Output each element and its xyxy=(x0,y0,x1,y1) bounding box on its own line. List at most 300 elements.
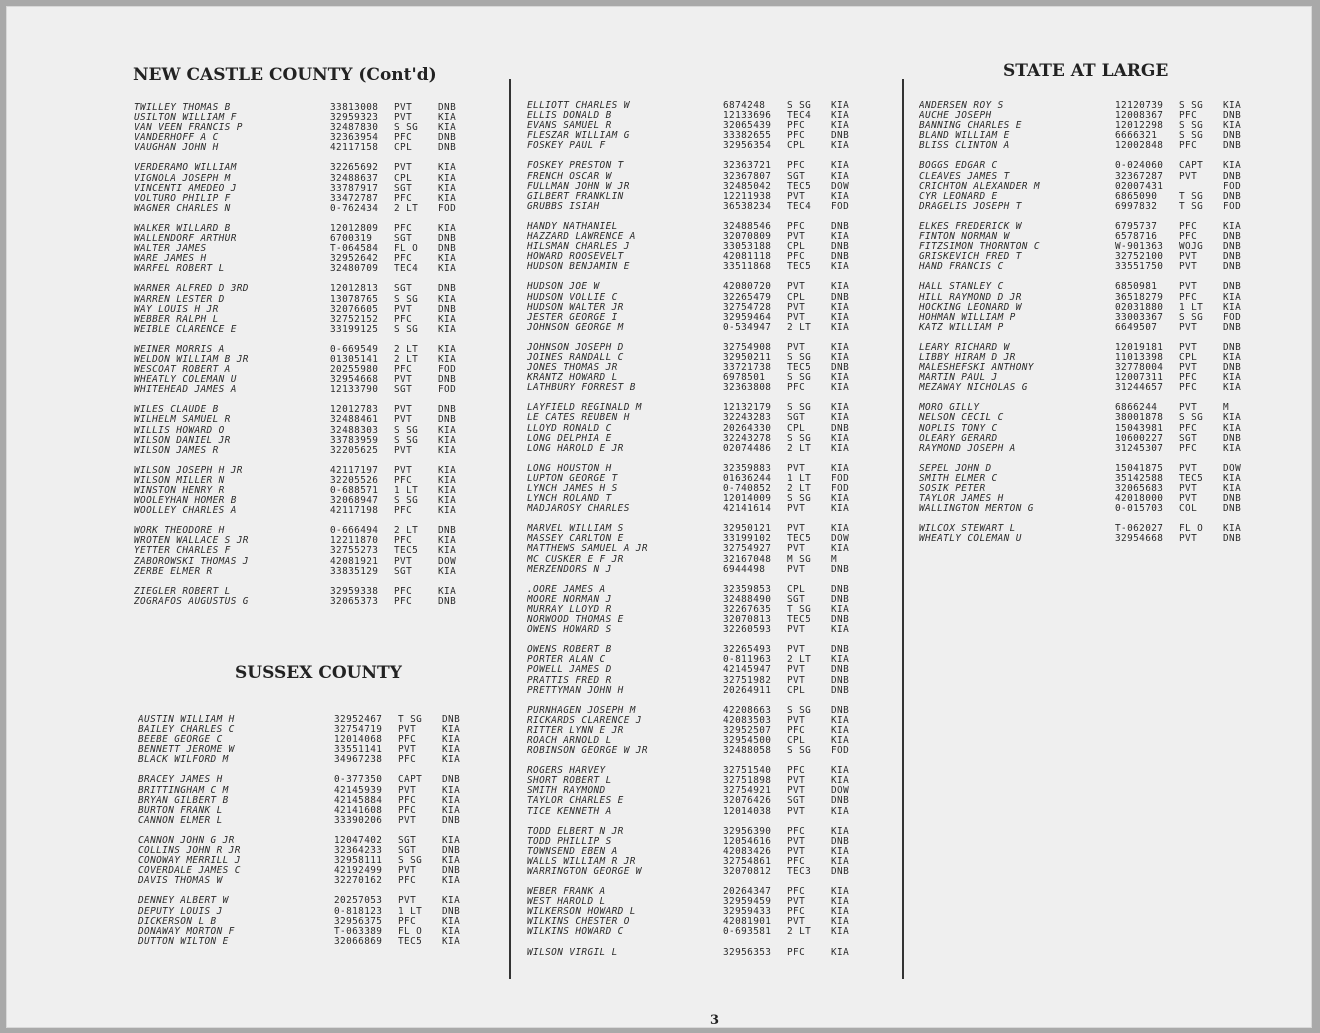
entry-rank: CPL xyxy=(787,140,806,152)
casualty-entry xyxy=(527,786,861,796)
entry-status: DNB xyxy=(831,835,850,847)
entry-serial-number: 32959433 xyxy=(723,906,772,918)
entry-serial-number: 12133790 xyxy=(330,384,379,396)
entry-status: KIA xyxy=(831,926,850,938)
casualty-entry xyxy=(527,827,861,837)
casualty-entry xyxy=(919,262,1253,272)
entry-rank: PVT xyxy=(1179,341,1198,353)
entry-name: WILKINS HOWARD C xyxy=(527,927,624,938)
entry-status: DOW xyxy=(831,785,850,797)
entry-rank: PVT xyxy=(394,162,413,174)
entry-rank: PVT xyxy=(787,190,806,202)
entry-serial-number: 20264347 xyxy=(723,886,772,898)
entry-status: KIA xyxy=(1223,351,1242,363)
entry-rank: S SG xyxy=(787,372,812,384)
entry-status: FOD xyxy=(1223,311,1242,323)
entry-status: KIA xyxy=(831,432,850,444)
entry-name: USILTON WILLIAM F xyxy=(134,113,237,124)
entry-status: KIA xyxy=(442,784,461,796)
casualty-entry xyxy=(527,262,861,272)
entry-serial-number: 15043981 xyxy=(1115,422,1164,434)
entry-name: BEEBE GEORGE C xyxy=(138,735,223,746)
entry-name: CRICHTON ALEXANDER M xyxy=(919,181,1040,192)
entry-status: KIA xyxy=(831,855,850,867)
entry-status: KIA xyxy=(831,775,850,787)
entry-group xyxy=(919,403,1253,453)
casualty-entry xyxy=(919,413,1253,423)
entry-serial-number: 42141614 xyxy=(723,503,772,515)
entry-serial-number: 32070813 xyxy=(723,614,772,626)
entry-status: KIA xyxy=(1223,100,1242,111)
entry-serial-number: 42083503 xyxy=(723,714,772,726)
entry-rank: S SG xyxy=(394,122,419,134)
entry-rank: PFC xyxy=(787,825,806,837)
casualty-entry xyxy=(134,103,468,113)
entry-status: KIA xyxy=(438,474,457,486)
entry-status: KIA xyxy=(1223,442,1242,454)
entry-rank: S SG xyxy=(394,293,419,305)
entry-group xyxy=(919,222,1253,272)
entry-rank: PFC xyxy=(394,535,413,547)
entry-group xyxy=(527,222,861,272)
entry-serial-number: 32167048 xyxy=(723,553,772,565)
entry-serial-number: 33199125 xyxy=(330,323,379,335)
casualty-entry xyxy=(138,796,472,806)
entry-rank: COL xyxy=(1179,503,1198,515)
entry-serial-number: 32205625 xyxy=(330,444,379,456)
casualty-entry xyxy=(919,524,1253,534)
entry-rank: PVT xyxy=(398,784,417,796)
entry-name: SMITH ELMER C xyxy=(919,473,998,484)
entry-status: KIA xyxy=(831,351,850,363)
casualty-entry xyxy=(527,373,861,383)
entry-status: DNB xyxy=(831,614,850,626)
casualty-entry xyxy=(527,716,861,726)
entry-group xyxy=(138,775,472,825)
entry-name: BLISS CLINTON A xyxy=(919,141,1010,152)
entry-rank: SGT xyxy=(394,283,413,295)
entry-serial-number: 33787917 xyxy=(330,182,379,194)
entry-name: HOWARD ROOSEVELT xyxy=(527,252,624,263)
entry-serial-number: 32265493 xyxy=(723,644,772,656)
entry-name: SEPEL JOHN D xyxy=(919,463,992,474)
casualty-entry xyxy=(134,436,468,446)
entry-rank: PFC xyxy=(394,505,413,517)
entry-name: WILKERSON HOWARD L xyxy=(527,907,636,918)
entry-serial-number: 32956354 xyxy=(723,140,772,152)
entry-status: DNB xyxy=(438,404,457,416)
entry-serial-number: 32954668 xyxy=(330,374,379,386)
entry-rank: PVT xyxy=(1179,281,1198,293)
entry-group xyxy=(919,464,1253,514)
entry-rank: PFC xyxy=(787,120,806,132)
entry-status: KIA xyxy=(438,464,457,476)
entry-name: WEIBLE CLARENCE E xyxy=(134,324,237,335)
entry-rank: CPL xyxy=(394,142,413,154)
entry-name: PRETTYMAN JOHN H xyxy=(527,685,624,696)
entry-serial-number: 32068947 xyxy=(330,495,379,507)
entry-rank: CPL xyxy=(787,734,806,746)
entry-serial-number: 32070812 xyxy=(723,866,772,877)
entry-status: KIA xyxy=(442,754,461,766)
entry-status: DNB xyxy=(438,595,457,607)
entry-rank: PVT xyxy=(394,303,413,315)
casualty-entry xyxy=(919,242,1253,252)
entry-serial-number: 32952642 xyxy=(330,253,379,265)
entry-name: ZOGRAFOS AUGUSTUS G xyxy=(134,596,249,607)
entry-name: MALESHEFSKI ANTHONY xyxy=(919,363,1034,374)
entry-name: GRUBBS ISIAH xyxy=(527,201,600,212)
entry-group xyxy=(527,282,861,332)
entry-rank: S SG xyxy=(1179,311,1204,323)
entry-rank: PFC xyxy=(394,364,413,376)
column-divider-1 xyxy=(509,79,511,979)
entry-rank: PFC xyxy=(787,251,806,263)
entry-status: KIA xyxy=(831,281,850,293)
entry-rank: FL O xyxy=(398,925,423,937)
entry-rank: PFC xyxy=(787,906,806,918)
entry-name: HUDSON JOE W xyxy=(527,282,600,293)
entry-serial-number: 02074486 xyxy=(723,442,772,454)
entry-serial-number: 32488546 xyxy=(723,220,772,232)
entry-rank: PFC xyxy=(398,754,417,766)
casualty-entry xyxy=(527,282,861,292)
entry-status: DNB xyxy=(1223,432,1242,444)
entry-serial-number: 32952507 xyxy=(723,724,772,736)
entry-rank: PVT xyxy=(394,464,413,476)
casualty-entry xyxy=(527,907,861,917)
entry-serial-number: 0-762434 xyxy=(330,202,379,214)
entry-status: KIA xyxy=(831,886,850,898)
entry-serial-number: 12211938 xyxy=(723,190,772,202)
entry-name: BOGGS EDGAR C xyxy=(919,161,998,172)
entry-name: WINSTON HENRY R xyxy=(134,486,225,496)
entry-serial-number: 32954500 xyxy=(723,734,772,746)
entry-name: LONG DELPHIA E xyxy=(527,433,612,444)
entry-rank: PVT xyxy=(398,814,417,826)
entry-rank: PVT xyxy=(394,555,413,567)
entry-rank: 2 LT xyxy=(787,442,812,454)
entry-status: DNB xyxy=(831,795,850,807)
entry-name: GILBERT FRANKLIN xyxy=(527,191,624,202)
entry-name: LAYFIELD REGINALD M xyxy=(527,403,642,414)
entry-serial-number: 6978501 xyxy=(723,372,766,384)
entry-rank: PVT xyxy=(1179,251,1198,263)
entry-name: BLAND WILLIAM E xyxy=(919,131,1010,142)
entry-name: TAYLOR JAMES H xyxy=(919,494,1004,505)
entry-name: HALL STANLEY C xyxy=(919,282,1004,293)
entry-status: DNB xyxy=(831,422,850,434)
entry-group xyxy=(919,161,1253,211)
entry-rank: TEC5 xyxy=(787,533,812,545)
entry-serial-number: 32959459 xyxy=(723,896,772,908)
entry-status: KIA xyxy=(442,855,461,867)
casualty-entry xyxy=(919,504,1253,514)
entry-rank: PFC xyxy=(1179,110,1198,122)
entry-name: FINTON NORMAN W xyxy=(919,232,1010,243)
entry-name: DONAWAY MORTON F xyxy=(138,926,235,937)
casualty-entry xyxy=(527,242,861,252)
entry-name: WILES CLAUDE B xyxy=(134,405,219,416)
entry-status: KIA xyxy=(438,505,457,517)
entry-name: VINCENTI AMEDEO J xyxy=(134,183,237,194)
entry-status: KIA xyxy=(831,462,850,474)
casualty-entry xyxy=(919,444,1253,454)
entry-serial-number: 6997832 xyxy=(1115,200,1158,212)
entry-name: WEBER FRANK A xyxy=(527,887,606,898)
entry-rank: TEC4 xyxy=(787,200,812,212)
entry-serial-number: 32954668 xyxy=(1115,533,1164,545)
entry-serial-number: 32950211 xyxy=(723,351,772,363)
entry-rank: SGT xyxy=(394,565,413,577)
entry-name: CANNON JOHN G JR xyxy=(138,835,235,846)
entry-serial-number: 33721738 xyxy=(723,362,772,374)
entry-name: AUSTIN WILLIAM H xyxy=(138,715,235,725)
entry-serial-number: 42117158 xyxy=(330,142,379,154)
entry-group xyxy=(138,715,472,765)
entry-serial-number: 0-015703 xyxy=(1115,503,1164,515)
entry-serial-number: 32752100 xyxy=(1115,251,1164,263)
entry-status: KIA xyxy=(831,624,850,636)
entry-serial-number: 32488490 xyxy=(723,593,772,605)
entry-serial-number: T-062027 xyxy=(1115,523,1164,535)
entry-status: FOD xyxy=(1223,200,1242,212)
casualty-entry xyxy=(134,385,468,395)
entry-status: DNB xyxy=(1223,251,1242,263)
entry-name: DEPUTY LOUIS J xyxy=(138,906,223,917)
entry-status: KIA xyxy=(831,261,850,273)
casualty-entry xyxy=(134,295,468,305)
entry-status: DOW xyxy=(831,533,850,545)
entry-status: DOW xyxy=(831,180,850,192)
entry-name: PRATTIS FRED R xyxy=(527,675,612,686)
entry-name: WALTER JAMES xyxy=(134,244,207,255)
entry-rank: PVT xyxy=(787,835,806,847)
entry-serial-number: 12132179 xyxy=(723,402,772,414)
entry-rank: S SG xyxy=(787,432,812,444)
entry-name: AUCHE JOSEPH xyxy=(919,111,992,122)
entry-serial-number: 32363808 xyxy=(723,382,772,394)
entry-status: DNB xyxy=(1223,533,1242,545)
entry-status: KIA xyxy=(442,794,461,806)
entry-name: WOOLEYHAN HOMER B xyxy=(134,496,237,507)
entry-serial-number: 0-693581 xyxy=(723,926,772,938)
entry-name: PURNHAGEN JOSEPH M xyxy=(527,705,636,716)
entry-rank: 2 LT xyxy=(394,202,419,214)
entry-name: DENNEY ALBERT W xyxy=(138,896,229,907)
casualty-entry xyxy=(138,856,472,866)
entry-serial-number: 32270162 xyxy=(334,875,383,887)
entry-status: DNB xyxy=(831,866,850,877)
entry-rank: TEC5 xyxy=(398,935,423,947)
entry-rank: CPL xyxy=(1179,351,1198,363)
entry-name: HOCKING LEONARD W xyxy=(919,302,1022,313)
entry-serial-number: 42083426 xyxy=(723,845,772,857)
page-number: 3 xyxy=(710,1013,720,1028)
entry-serial-number: 32485042 xyxy=(723,180,772,192)
casualty-entry xyxy=(138,836,472,846)
entry-serial-number: 32488461 xyxy=(330,414,379,426)
entry-serial-number: 6865090 xyxy=(1115,190,1158,202)
entry-rank: PVT xyxy=(1179,402,1198,414)
entry-name: MEZAWAY NICHOLAS G xyxy=(919,383,1028,394)
casualty-entry xyxy=(919,534,1253,544)
entry-name: CANNON ELMER L xyxy=(138,815,223,826)
entry-name: TAYLOR CHARLES E xyxy=(527,796,624,807)
entry-name: LYNCH JAMES H S xyxy=(527,484,618,494)
entry-name: MORO GILLY xyxy=(919,403,980,414)
entry-name: WEBBER RALPH L xyxy=(134,314,219,325)
casualty-entry xyxy=(527,887,861,897)
entry-group xyxy=(527,464,861,514)
casualty-entry xyxy=(134,587,468,597)
casualty-entry xyxy=(134,557,468,567)
casualty-entry xyxy=(527,323,861,333)
entry-status: KIA xyxy=(831,402,850,414)
entry-status: KIA xyxy=(1223,301,1242,313)
casualty-entry xyxy=(919,222,1253,232)
entry-rank: 1 LT xyxy=(787,472,812,484)
entry-name: DICKERSON L B xyxy=(138,916,217,927)
entry-serial-number: T-064584 xyxy=(330,243,379,255)
casualty-entry xyxy=(134,143,468,153)
entry-name: WILSON JAMES R xyxy=(134,445,219,456)
entry-rank: PVT xyxy=(1179,462,1198,474)
entry-name: ROACH ARNOLD L xyxy=(527,735,612,746)
entry-serial-number: 32958111 xyxy=(334,855,383,867)
entry-serial-number: 11013398 xyxy=(1115,351,1164,363)
entry-serial-number: 6866244 xyxy=(1115,402,1158,414)
casualty-entry xyxy=(527,776,861,786)
entry-serial-number: 32754921 xyxy=(723,785,772,797)
entry-rank: PVT xyxy=(787,231,806,243)
casualty-entry xyxy=(527,796,861,806)
entry-status: DNB xyxy=(1223,341,1242,353)
entry-status: FOD xyxy=(831,483,850,494)
entry-status: DNB xyxy=(442,845,461,857)
entry-rank: PVT xyxy=(787,624,806,636)
entry-rank: CAPT xyxy=(1179,160,1204,172)
entry-rank: SGT xyxy=(398,834,417,846)
entry-rank: CPL xyxy=(787,241,806,253)
entry-status: DNB xyxy=(831,291,850,303)
entry-rank: S SG xyxy=(787,704,812,716)
entry-serial-number: 32956375 xyxy=(334,915,383,927)
casualty-entry xyxy=(134,284,468,294)
entry-status: KIA xyxy=(438,192,457,204)
entry-name: WALLINGTON MERTON G xyxy=(919,504,1034,515)
entry-status: DNB xyxy=(438,303,457,315)
entry-rank: 2 LT xyxy=(394,353,419,365)
entry-status: DNB xyxy=(1223,281,1242,293)
entry-name: EVANS SAMUEL R xyxy=(527,121,612,132)
entry-name: FITZSIMON THORNTON C xyxy=(919,242,1040,253)
entry-name: COVERDALE JAMES C xyxy=(138,866,241,877)
entry-rank: PVT xyxy=(787,341,806,353)
entry-status: FOD xyxy=(438,202,457,214)
entry-serial-number: 12014009 xyxy=(723,493,772,505)
casualty-entry xyxy=(919,383,1253,393)
entry-status: KIA xyxy=(438,485,457,496)
entry-name: TICE KENNETH A xyxy=(527,806,612,817)
entry-status: KIA xyxy=(438,535,457,547)
entry-name: RAYMOND JOSEPH A xyxy=(919,443,1016,454)
entry-status: KIA xyxy=(1223,382,1242,394)
entry-rank: PVT xyxy=(398,744,417,756)
entry-serial-number: 32065683 xyxy=(1115,483,1164,494)
entry-rank: PVT xyxy=(394,112,413,124)
entry-name: DRAGELIS JOSEPH T xyxy=(919,201,1022,212)
entry-rank: PVT xyxy=(787,714,806,726)
entry-rank: M SG xyxy=(787,553,812,565)
entry-serial-number: 42145947 xyxy=(723,664,772,676)
entry-rank: PFC xyxy=(398,794,417,806)
entry-name: VOLTURO PHILIP F xyxy=(134,193,231,204)
casualty-entry xyxy=(527,948,861,958)
entry-serial-number: 0-666494 xyxy=(330,525,379,537)
entry-rank: T SG xyxy=(787,603,812,615)
entry-group xyxy=(527,827,861,877)
entry-rank: PVT xyxy=(1179,493,1198,505)
entry-name: WILHELM SAMUEL R xyxy=(134,415,231,426)
casualty-entry xyxy=(919,131,1253,141)
entry-group xyxy=(134,284,468,334)
entry-name: WHEATLY COLEMAN U xyxy=(134,375,237,386)
entry-group xyxy=(919,343,1253,393)
entry-status: KIA xyxy=(442,935,461,947)
entry-name: WALKER WILLARD B xyxy=(134,223,231,234)
casualty-entry xyxy=(134,466,468,476)
entry-rank: SGT xyxy=(787,170,806,182)
entry-rank: PVT xyxy=(1179,170,1198,182)
entry-serial-number: 33835129 xyxy=(330,565,379,577)
entry-name: MADJAROSY CHARLES xyxy=(527,504,630,515)
entry-rank: 1 LT xyxy=(1179,301,1204,313)
entry-rank: S SG xyxy=(1179,120,1204,132)
entry-name: WOOLLEY CHARLES A xyxy=(134,506,237,517)
casualty-entry xyxy=(919,141,1253,151)
entry-name: RITTER LYNN E JR xyxy=(527,725,624,736)
entry-name: MASSEY CARLTON E xyxy=(527,534,624,545)
entry-name: BRITTINGHAM C M xyxy=(138,785,229,796)
entry-status: KIA xyxy=(442,915,461,927)
entry-serial-number: 12008367 xyxy=(1115,110,1164,122)
entry-serial-number: 12007311 xyxy=(1115,372,1164,384)
entry-group xyxy=(134,345,468,395)
casualty-entry xyxy=(134,446,468,456)
entry-rank: PVT xyxy=(394,414,413,426)
entry-rank: PFC xyxy=(1179,220,1198,232)
casualty-entry xyxy=(138,745,472,755)
entry-rank: PVT xyxy=(787,563,806,575)
entry-name: TOWNSEND EBEN A xyxy=(527,846,618,857)
casualty-entry xyxy=(134,123,468,133)
entry-status: DNB xyxy=(438,414,457,426)
entry-name: .OORE JAMES A xyxy=(527,584,606,595)
entry-serial-number: 32950121 xyxy=(723,523,772,535)
casualty-entry xyxy=(138,775,472,785)
casualty-entry xyxy=(527,131,861,141)
casualty-entry xyxy=(527,615,861,625)
entry-group xyxy=(138,896,472,946)
casualty-entry xyxy=(527,403,861,413)
entry-status: DNB xyxy=(1223,321,1242,333)
casualty-entry xyxy=(919,424,1253,434)
entry-rank: S SG xyxy=(787,351,812,363)
entry-serial-number: 12012813 xyxy=(330,283,379,295)
entry-status: KIA xyxy=(831,160,850,172)
entry-rank: PFC xyxy=(1179,422,1198,434)
